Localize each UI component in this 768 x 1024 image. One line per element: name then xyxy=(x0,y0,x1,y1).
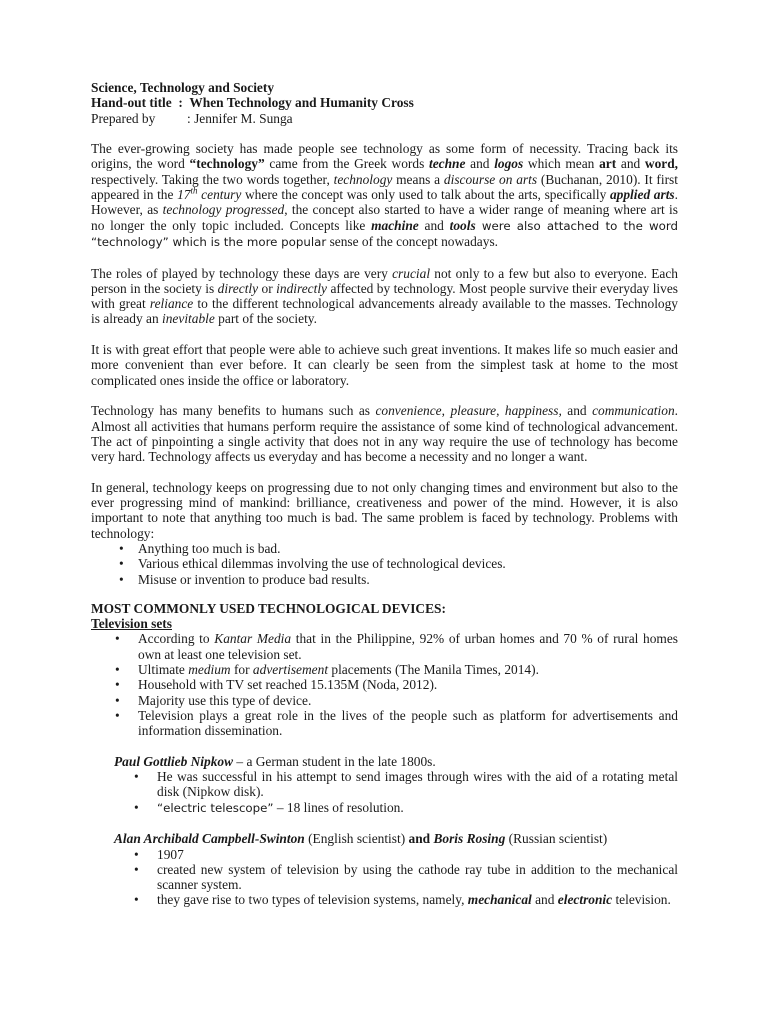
inventor-swinton-rosing: Alan Archibald Campbell-Swinton (English scientist) and Boris Rosing (Russian scientist) xyxy=(114,831,608,847)
list-item: • Ultimate medium for advertisement placements (The Manila Times, 2014). xyxy=(91,662,678,677)
list-item: • they gave rise to two types of television systems, namely, mechanical and electronic television. xyxy=(114,892,678,907)
list-item: • Various ethical dilemmas involving the use of technological devices. xyxy=(91,556,678,571)
paragraph-roles: The roles of played by technology these days are very crucial not only to a few but also to everyone. Each person in the society is directly or indirectly affected by technology. Most people survive their everyday lives with great reliance to the different technological advancements already available to the masses. Technology is already an inevitable part of the society. xyxy=(91,265,678,327)
inventor-nipkow: Paul Gottlieb Nipkow – a German student in the late 1800s. xyxy=(114,753,436,769)
swinton-list xyxy=(114,847,678,908)
paragraph-origins: The ever-growing society has made people see technology as some form of necessity. Tracing back its origins, the word “technology” came from the Greek words techne and logos which mean art and word, respectively. Taking the two words together, technology means a discourse on arts (Buchanan, 2010). It first appeared in the 17th century where the concept was only used to talk about the arts, specifically applied arts. However, as technology progressed, the concept also started to have a wider range of meaning where art is no longer the only topic included. Concepts like machine and tools were also attached to the word “technology” which is the more popular sense of the concept nowadays. xyxy=(91,141,679,249)
paragraph-benefits: Technology has many benefits to humans such as convenience, pleasure, happiness, and communication. Almost all activities that humans perform require the assistance of some kind of technological advancement. The act of pinpointing a single activity that does not in any way require the use of technology has become very hard. Technology affects us everyday and has become a necessity and no longer a want. xyxy=(91,403,678,465)
prepared-by xyxy=(91,111,678,126)
list-item: • Household with TV set reached 15.135M (Noda, 2012). xyxy=(91,677,678,692)
prepared-by-label: Prepared by xyxy=(91,110,156,126)
list-item: • “electric telescope” – 18 lines of resolution. xyxy=(114,800,678,816)
list-item: • 1907 xyxy=(114,847,678,862)
handout-title-label: Hand-out title xyxy=(91,95,172,111)
handout-title-separator: : xyxy=(178,95,183,111)
prepared-by-value: : Jennifer M. Sunga xyxy=(187,110,293,126)
handout-title-value: When Technology and Humanity Cross xyxy=(189,95,414,111)
paragraph-progress: In general, technology keeps on progressing due to not only changing times and environment but also to the ever progressing mind of mankind: brilliance, creativeness and power of the mind. However, it is also important to note that anything too much is bad. The same problem is faced by technology. Problems with technology: xyxy=(91,479,678,541)
document-header xyxy=(91,80,678,126)
list-item: • created new system of television by using the cathode ray tube in addition to the mechanical scanner system. xyxy=(114,862,678,893)
list-item: • According to Kantar Media that in the Philippine, 92% of urban homes and 70 % of rural homes own at least one television set. xyxy=(91,631,678,662)
section-heading: MOST COMMONLY USED TECHNOLOGICAL DEVICES: xyxy=(91,600,446,616)
handout-title xyxy=(91,95,678,110)
list-item: • Majority use this type of device. xyxy=(91,693,678,708)
list-item: • He was successful in his attempt to send images through wires with the aid of a rotating metal disk (Nipkow disk). xyxy=(114,769,678,800)
list-item: • Anything too much is bad. xyxy=(91,541,678,556)
list-item: • Television plays a great role in the lives of the people such as platform for advertisements and information dissemination. xyxy=(91,708,678,739)
list-item: • Misuse or invention to produce bad results. xyxy=(91,572,678,587)
television-list xyxy=(91,631,678,738)
problems-list xyxy=(91,541,678,587)
subsection-heading: Television sets xyxy=(91,616,172,632)
nipkow-list xyxy=(114,769,678,816)
paragraph-effort: It is with great effort that people were able to achieve such great inventions. It makes life so much easier and more convenient than ever before. It can clearly be seen from the simplest task at home to the most complicated ones inside the office or laboratory. xyxy=(91,342,678,388)
course-title: Science, Technology and Society xyxy=(91,80,275,95)
